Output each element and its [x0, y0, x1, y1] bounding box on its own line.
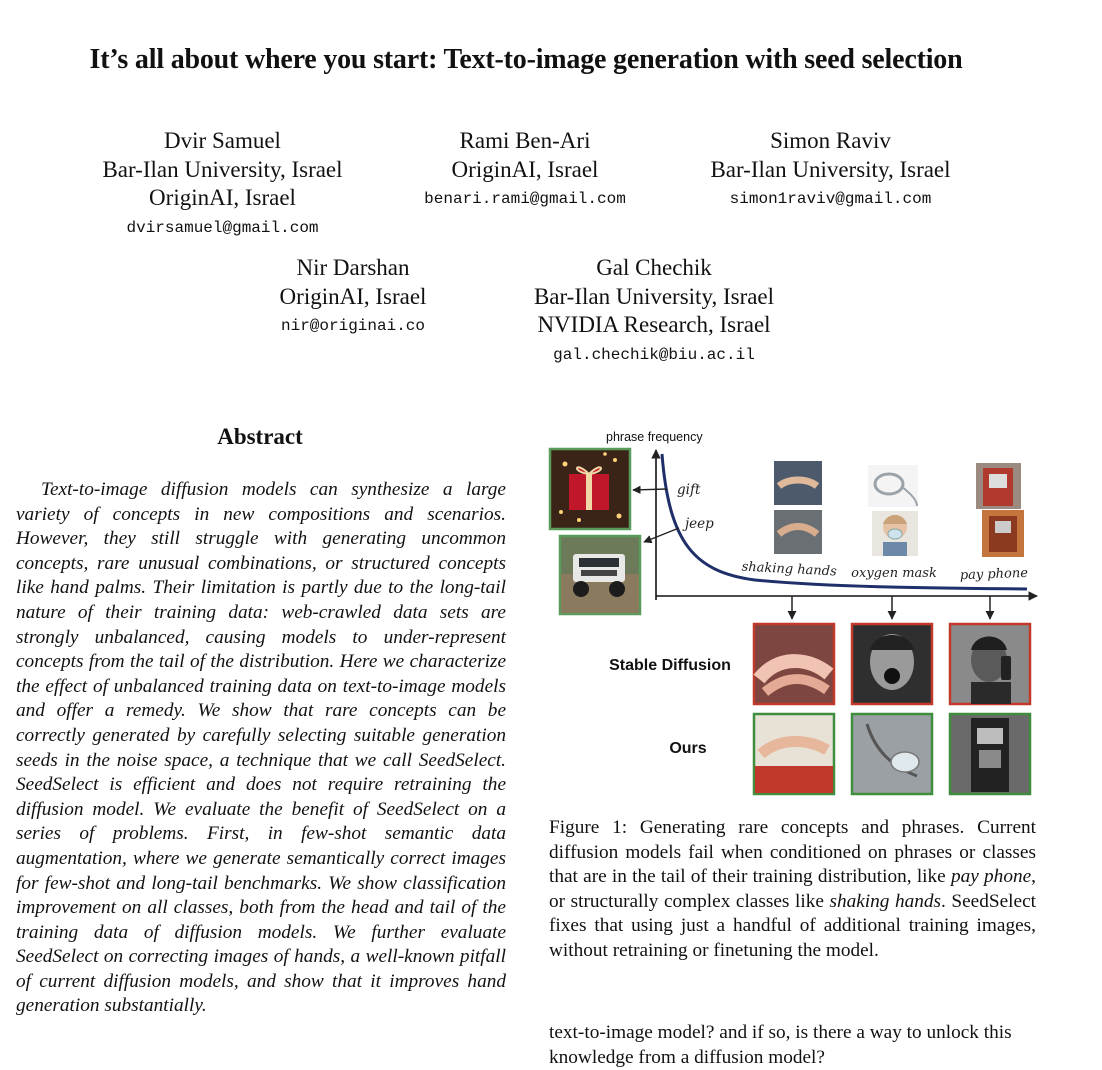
caption-text: , or structurally complex classes like [549, 866, 1036, 912]
author-email[interactable]: simon1raviv@gmail.com [729, 190, 932, 208]
author-name: Nir Darshan [296, 255, 410, 280]
author-affiliation: Bar-Ilan University, Israel [710, 156, 951, 182]
tail-label-shaking-hands: shaking hands [741, 559, 838, 580]
figure-caption [549, 816, 1036, 964]
jeep-arrow [644, 528, 679, 542]
head-label-gift: gift [677, 482, 701, 498]
caption-emphasis: shaking hands [829, 890, 942, 912]
oxygen-mask-real-images [868, 465, 918, 556]
gift-arrow [633, 489, 667, 490]
author-block [390, 127, 660, 214]
caption-emphasis: pay phone [950, 866, 1032, 888]
abstract-heading: Abstract [217, 424, 303, 449]
author-name: Simon Raviv [770, 128, 891, 153]
sd-pay-phone-image [950, 624, 1030, 704]
author-block [510, 254, 798, 370]
author-name: Gal Chechik [596, 255, 712, 280]
sd-oxygen-mask-image [852, 624, 932, 704]
author-affiliation: Bar-Ilan University, Israel [102, 156, 343, 182]
author-email[interactable]: dvirsamuel@gmail.com [126, 218, 319, 237]
caption-text: Figure 1: Generating rare concepts and phrases. Current diffusion models fail when conditioned on phrases or classes that are in the tail of their training distribution, like [549, 817, 1036, 888]
author-affiliation: NVIDIA Research, Israel [537, 312, 771, 337]
axis-label: phrase frequency [606, 430, 703, 444]
author-name: Rami Ben-Ari [459, 128, 591, 153]
tail-label-pay-phone: pay phone [959, 565, 1029, 584]
gift-image [550, 449, 630, 529]
author-affiliation: Bar-Ilan University, Israel [533, 283, 775, 309]
ours-oxygen-mask-image [852, 714, 932, 794]
shaking-hands-real-images [774, 461, 822, 554]
paper-title: It’s all about where you start: Text-to-image generation with seed selection [89, 44, 963, 75]
author-affiliation: OriginAI, Israel [451, 156, 599, 182]
author-block [238, 254, 468, 341]
pay-phone-real-images [976, 463, 1024, 557]
row-label-ours: Ours [669, 740, 707, 757]
abstract-text [16, 478, 506, 1019]
figure-1 [545, 424, 1045, 804]
caption-text: . SeedSelect fixes that using just a handful of additional training images, without retraining or finetuning the model. [549, 890, 1036, 961]
ours-pay-phone-image [950, 714, 1030, 794]
jeep-image [560, 536, 640, 614]
author-block [80, 127, 365, 243]
author-email[interactable]: benari.rami@gmail.com [424, 190, 626, 208]
tail-label-oxygen-mask: oxygen mask [851, 566, 937, 581]
abstract-paragraph: Text-to-image diffusion models can synthesize a large variety of concepts in new compositions and scenarios. However, they still struggle with generating uncommon concepts, rare unusual combinations, or structured concepts like hand palms. Their limitation is partly due to the long-tail nature of their training data: web-crawled data sets are strongly unbalanced, causing models to under-represent concepts from the tail of the distribution. Here we characterize the effect of unbalanced training data on text-to-image models and offer a remedy. We show that rare concepts can be correctly generated by carefully selecting suitable generation seeds in the noise space, a technique that we call SeedSelect. SeedSelect is efficient and does not require retraining the diffusion model. We evaluate the benefit of SeedSelect on a series of problems. First, in few-shot semantic data augmentation, where we generate semantically correct images for few-shot and long-tail benchmarks. We show classification improvement on all classes, both from the head and tail of the training data of diffusion models. We further evaluate SeedSelect on correcting images of hands, a well-known pitfall of current diffusion models, and show that it improves hand generation substantially. [16, 479, 506, 1017]
author-name: Dvir Samuel [164, 128, 281, 153]
body-text: text-to-image model? and if so, is there a way to unlock this knowledge from a diffusion model? [549, 1022, 1012, 1068]
sd-shaking-hands-image [754, 624, 834, 704]
author-email[interactable]: nir@originai.co [280, 317, 426, 335]
author-email[interactable]: gal.chechik@biu.ac.il [553, 345, 755, 364]
author-block [688, 127, 973, 214]
author-affiliation: OriginAI, Israel [279, 283, 427, 309]
head-label-jeep: jeep [685, 516, 714, 532]
row-label-stable-diffusion: Stable Diffusion [609, 657, 731, 674]
author-affiliation: OriginAI, Israel [149, 185, 296, 210]
ours-shaking-hands-image [754, 714, 834, 794]
